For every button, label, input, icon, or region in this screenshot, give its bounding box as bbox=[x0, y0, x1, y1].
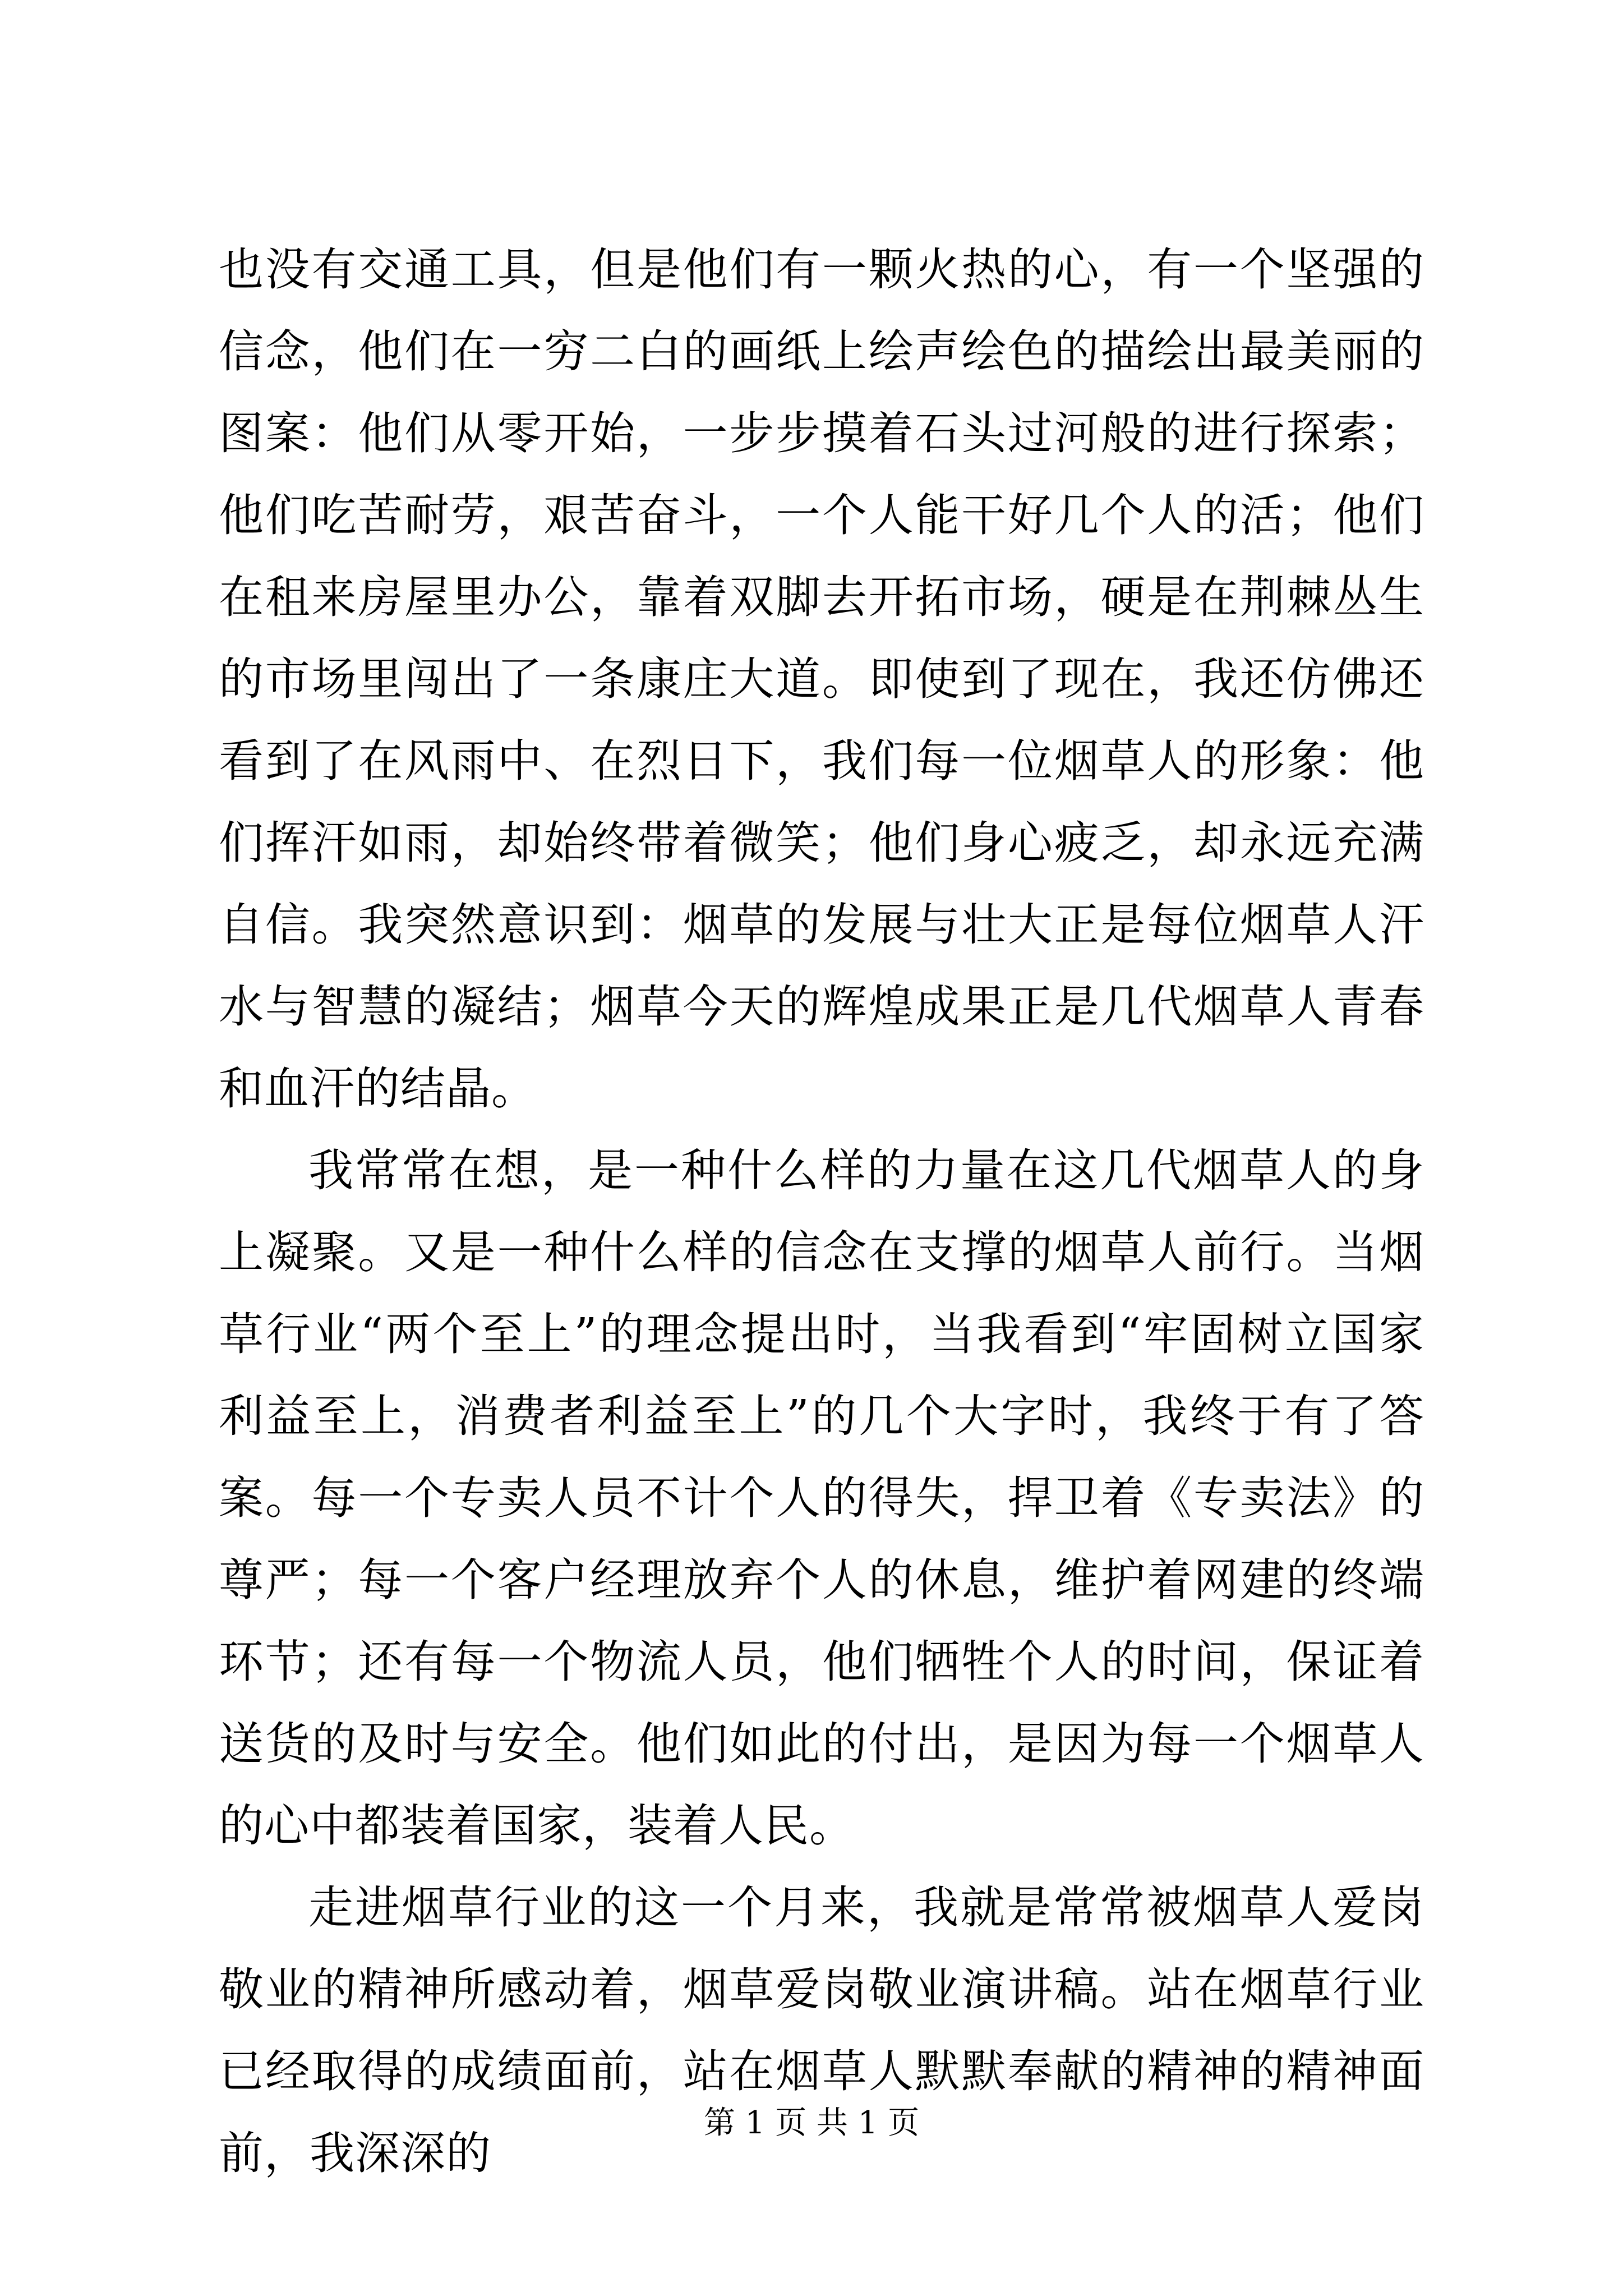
page-number-footer: 第 1 页 共 1 页 bbox=[703, 2105, 920, 2141]
paragraph-1: 也没有交通工具，但是他们有一颗火热的心，有一个坚强的信念，他们在一穷二白的画纸上绘声绘色的描绘出最美丽的图案：他们从零开始，一步步摸着石头过河般的进行探索；他们吃苦耐劳，艰苦奋斗，一个人能干好几个人的活；他们在租来房屋里办公，靠着双脚去开拓市场，硬是在荆棘丛生的市场里闯出了一条康庄大道。即使到了现在，我还仿佛还看到了在风雨中、在烈日下，我们每一位烟草人的形象：他们挥汗如雨，却始终带着微笑；他们身心疲乏，却永远充满自信。我突然意识到：烟草的发展与壮大正是每位烟草人汗水与智慧的凝结；烟草今天的辉煌成果正是几代烟草人青春和血汗的结晶。 bbox=[219, 243, 1424, 1115]
paragraph-3: 走进烟草行业的这一个月来，我就是常常被烟草人爱岗敬业的精神所感动着，烟草爱岗敬业演讲稿。站在烟草行业已经取得的成绩面前，站在烟草人默默奉献的精神的精神面前，我深深的 bbox=[219, 1881, 1424, 2179]
document-body bbox=[219, 229, 1424, 2194]
paragraph-2: 我常常在想，是一种什么样的力量在这几代烟草人的身上凝聚。又是一种什么样的信念在支撑的烟草人前行。当烟草行业“两个至上”的理念提出时，当我看到“牢固树立国家利益至上，消费者利益至上”的几个大字时，我终于有了答案。每一个专卖人员不计个人的得失，捍卫着《专卖法》的尊严；每一个客户经理放弃个人的休息，维护着网建的终端环节；还有每一个物流人员，他们牺牲个人的时间，保证着送货的及时与安全。他们如此的付出，是因为每一个烟草人的心中都装着国家，装着人民。 bbox=[219, 1144, 1424, 1852]
